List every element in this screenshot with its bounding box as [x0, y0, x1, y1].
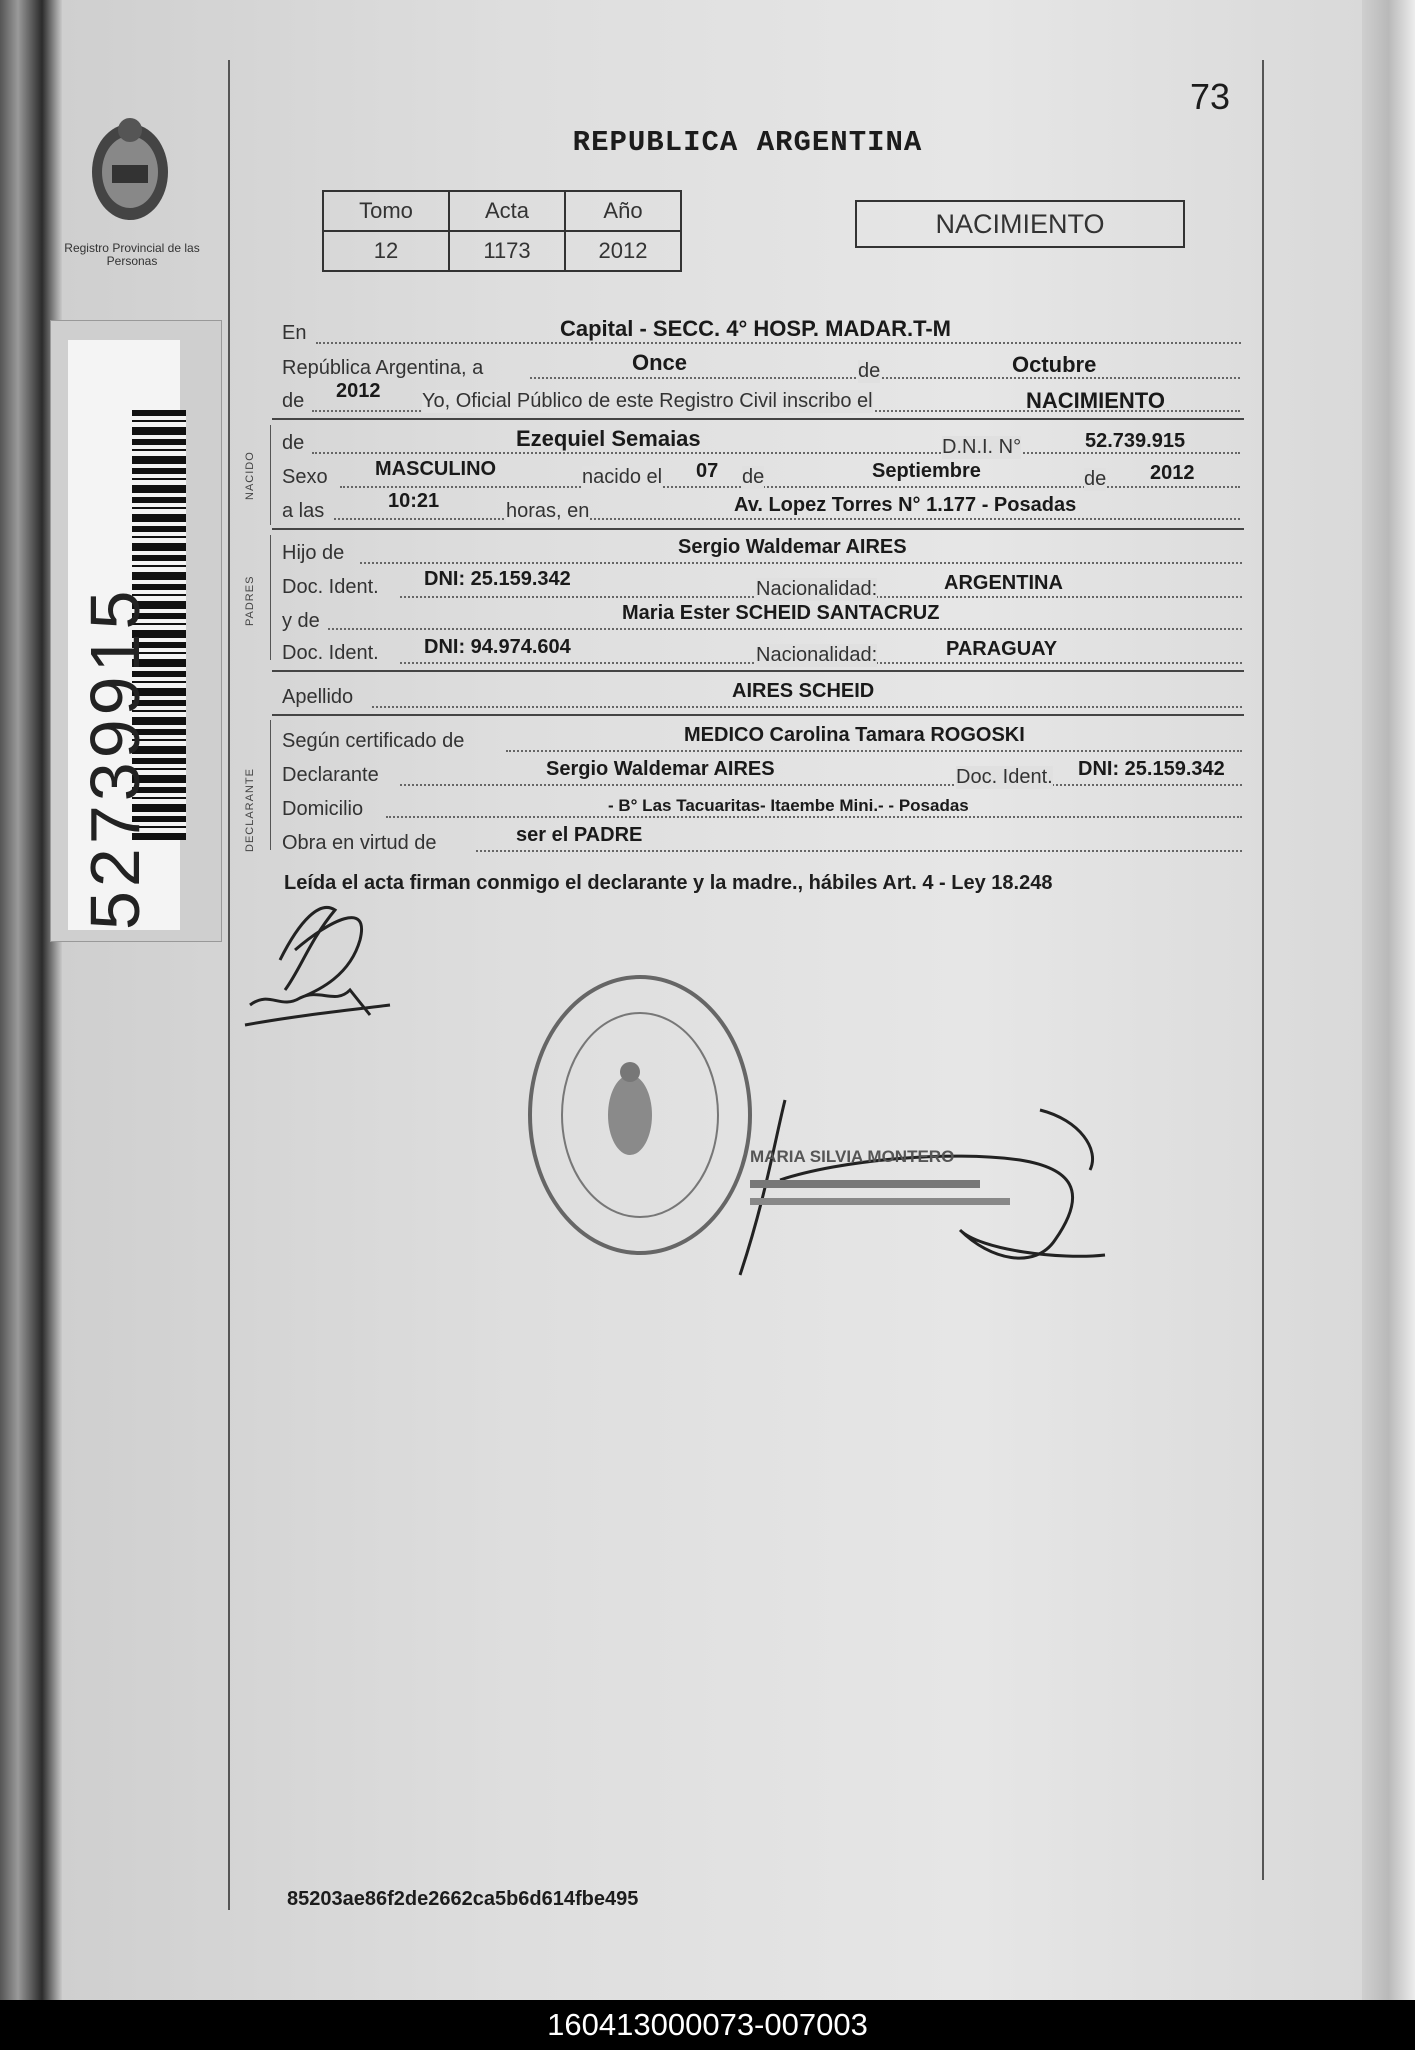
declarante-section-label: DECLARANTE: [244, 768, 256, 852]
mother-nationality: PARAGUAY: [946, 638, 1058, 660]
day-value: Once: [632, 350, 688, 375]
table-cell: 1173: [449, 231, 565, 271]
apellido-label: Apellido: [282, 686, 354, 708]
dotted-line: [334, 518, 1240, 520]
table-header: Acta: [449, 191, 565, 231]
republica-label: República Argentina, a: [282, 357, 484, 379]
registry-label: Registro Provincial de las Personas: [64, 241, 200, 268]
padres-section-label: PADRES: [244, 575, 256, 626]
footer-id: 160413000073-007003: [0, 2000, 1415, 2050]
stamp-text: MARIA SILVIA MONTERO: [750, 1147, 955, 1166]
dotted-line: [372, 706, 1242, 708]
doc-label: Doc. Ident.: [956, 766, 1053, 788]
dotted-line: [476, 850, 1242, 852]
de-label: de: [1084, 468, 1107, 490]
birth-place: Av. Lopez Torres N° 1.177 - Posadas: [734, 494, 1077, 516]
document-hash: 85203ae86f2de2662ca5b6d614fbe495: [287, 1888, 639, 1910]
nacido-section-label: NACIDO: [244, 451, 256, 500]
birth-month: Septiembre: [872, 460, 981, 482]
left-margin-line: [228, 60, 230, 1910]
reference-table: [322, 190, 682, 272]
section-rule: [272, 670, 1244, 672]
apellido-value: AIRES SCHEID: [732, 680, 875, 702]
obra-value: ser el PADRE: [516, 824, 643, 846]
mother-doc: DNI: 94.974.604: [424, 636, 571, 658]
section-rule: [272, 418, 1244, 420]
birth-day: 07: [696, 460, 719, 482]
cert-value: MEDICO Carolina Tamara ROGOSKI: [684, 724, 1025, 746]
signature-mark-icon: [240, 880, 410, 1030]
dotted-line: [360, 562, 1242, 564]
section-rule: [272, 528, 1244, 530]
place-value: Capital - SECC. 4° HOSP. MADAR.T-M: [560, 316, 951, 341]
registrar-signature-icon: [720, 1090, 1120, 1290]
nacionalidad-label: Nacionalidad:: [756, 578, 878, 600]
father-doc: DNI: 25.159.342: [424, 568, 571, 590]
dotted-line: [328, 628, 1242, 630]
page-edge: [1362, 0, 1415, 2000]
birth-year: 2012: [1150, 462, 1195, 484]
dni-label: D.N.I. N°: [942, 436, 1022, 458]
inscribo-value: NACIMIENTO: [1026, 388, 1165, 413]
hijo-label: Hijo de: [282, 542, 345, 564]
doc-label: Doc. Ident.: [282, 576, 379, 598]
nacionalidad-label: Nacionalidad:: [756, 644, 878, 666]
dotted-line: [316, 342, 1241, 344]
declarante-doc: DNI: 25.159.342: [1078, 758, 1225, 780]
dotted-line: [386, 816, 1242, 818]
en-label: En: [282, 322, 307, 344]
de-label: de: [858, 360, 881, 382]
declarante-label: Declarante: [282, 764, 379, 786]
birth-time: 10:21: [388, 490, 440, 512]
closing-statement: Leída el acta firman conmigo el declarante y la madre., hábiles Art. 4 - Ley 18.248: [284, 872, 1053, 894]
sexo-label: Sexo: [282, 466, 328, 488]
barcode-number: 52739915: [76, 586, 154, 930]
dotted-line: [506, 750, 1242, 752]
dotted-line: [530, 377, 1240, 379]
declarante-value: Sergio Waldemar AIRES: [546, 758, 775, 780]
table-cell: 2012: [565, 231, 681, 271]
section-rule: [272, 714, 1244, 716]
de-label: de: [742, 466, 765, 488]
section-bar: [270, 535, 271, 660]
document-type-box: NACIMIENTO: [855, 200, 1185, 248]
mother-name: Maria Ester SCHEID SANTACRUZ: [622, 602, 940, 624]
sexo-value: MASCULINO: [375, 458, 497, 480]
year-value: 2012: [336, 380, 381, 402]
domicilio-value: - B° Las Tacuaritas- Itaembe Mini.- - Posadas: [608, 796, 969, 815]
cert-label: Según certificado de: [282, 730, 465, 752]
section-bar: [270, 720, 271, 850]
month-value: Octubre: [1012, 352, 1097, 377]
nacido-label: nacido el: [582, 466, 663, 488]
obra-label: Obra en virtud de: [282, 832, 437, 854]
table-header: Año: [565, 191, 681, 231]
de-label: de: [282, 390, 305, 412]
alas-label: a las: [282, 500, 325, 522]
horas-label: horas, en: [506, 500, 590, 522]
yde-label: y de: [282, 610, 320, 632]
table-header: Tomo: [323, 191, 449, 231]
domicilio-label: Domicilio: [282, 798, 364, 820]
dotted-line: [400, 784, 1242, 786]
father-name: Sergio Waldemar AIRES: [678, 536, 907, 558]
section-bar: [270, 425, 271, 525]
book-spine: [0, 0, 62, 2000]
table-cell: 12: [323, 231, 449, 271]
doc-label: Doc. Ident.: [282, 642, 379, 664]
child-dni: 52.739.915: [1085, 430, 1186, 452]
page-title: REPUBLICA ARGENTINA: [572, 126, 923, 159]
father-nationality: ARGENTINA: [944, 572, 1063, 594]
de-label: de: [282, 432, 305, 454]
child-name: Ezequiel Semaias: [516, 426, 701, 451]
inscribo-label: Yo, Oficial Público de este Registro Civil inscribo el: [422, 390, 873, 412]
page-number: 73: [1190, 76, 1231, 117]
right-margin-line: [1262, 60, 1264, 1880]
